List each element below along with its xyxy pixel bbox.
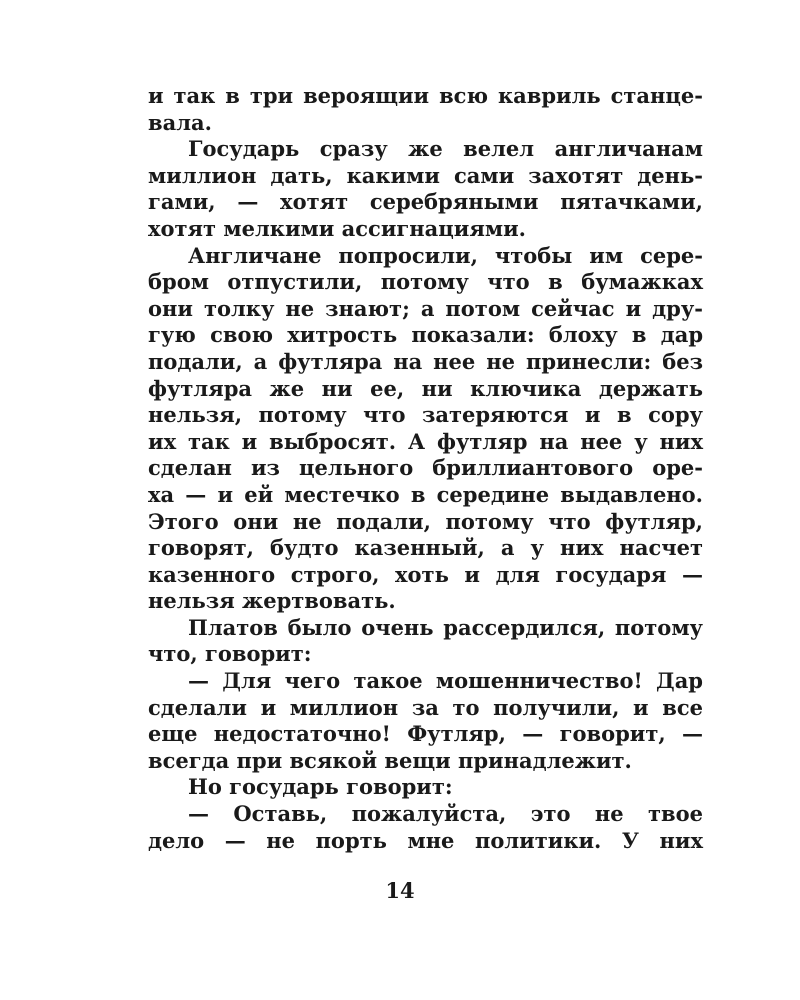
text-line: футляра же ни ее, ни ключика держать bbox=[148, 375, 703, 401]
text-line: нельзя жертвовать. bbox=[148, 588, 396, 614]
text-line: всегда при всякой вещи принадлежит. bbox=[148, 747, 632, 773]
text-line: Платов было очень рассердился, потому bbox=[188, 614, 703, 640]
text-line: они толку не знают; а потом сейчас и дру- bbox=[148, 295, 703, 321]
text-line: Этого они не подали, потому что футляр, bbox=[148, 508, 703, 534]
text-line: вала. bbox=[148, 109, 212, 135]
text-line: подали, а футляра на нее не принесли: без bbox=[148, 348, 703, 374]
text-line: миллион дать, какими сами захотят день- bbox=[148, 162, 703, 188]
text-line: Государь сразу же велел англичанам bbox=[188, 136, 703, 162]
text-line: и так в три вероящии всю кавриль станце- bbox=[148, 83, 703, 108]
text-line: сделали и миллион за то получили, и все bbox=[148, 694, 703, 720]
text-line: сделан из цельного бриллиантового оре- bbox=[148, 455, 703, 481]
text-line: хотят мелкими ассигнациями. bbox=[148, 215, 526, 241]
text-line: гую свою хитрость показали: блоху в дар bbox=[148, 322, 703, 348]
text-line: казенного строго, хоть и для государя — bbox=[148, 561, 703, 587]
text-line: еще недостаточно! Футляр, — говорит, — bbox=[148, 721, 703, 747]
text-line: дело — не порть мне политики. У них bbox=[148, 827, 703, 853]
page-number: 14 bbox=[385, 878, 415, 903]
text-line: гами, — хотят серебряными пятачками, bbox=[148, 189, 703, 215]
text-line: их так и выбросят. А футляр на нее у них bbox=[148, 428, 703, 454]
text-line: — Для чего такое мошенничество! Дар bbox=[188, 668, 703, 694]
text-line: бром отпустили, потому что в бумажках bbox=[148, 269, 703, 295]
text-line: нельзя, потому что затеряются и в сору bbox=[148, 402, 703, 428]
book-page-text bbox=[148, 83, 703, 854]
text-line: Но государь говорит: bbox=[188, 774, 453, 800]
text-line: — Оставь, пожалуйста, это не твое bbox=[188, 801, 703, 827]
text-line: Англичане попросили, чтобы им сере- bbox=[188, 242, 703, 268]
text-line: говорят, будто казенный, а у них насчет bbox=[148, 535, 703, 561]
text-line: ха — и ей местечко в середине выдавлено. bbox=[148, 481, 703, 507]
text-line: что, говорит: bbox=[148, 641, 312, 667]
